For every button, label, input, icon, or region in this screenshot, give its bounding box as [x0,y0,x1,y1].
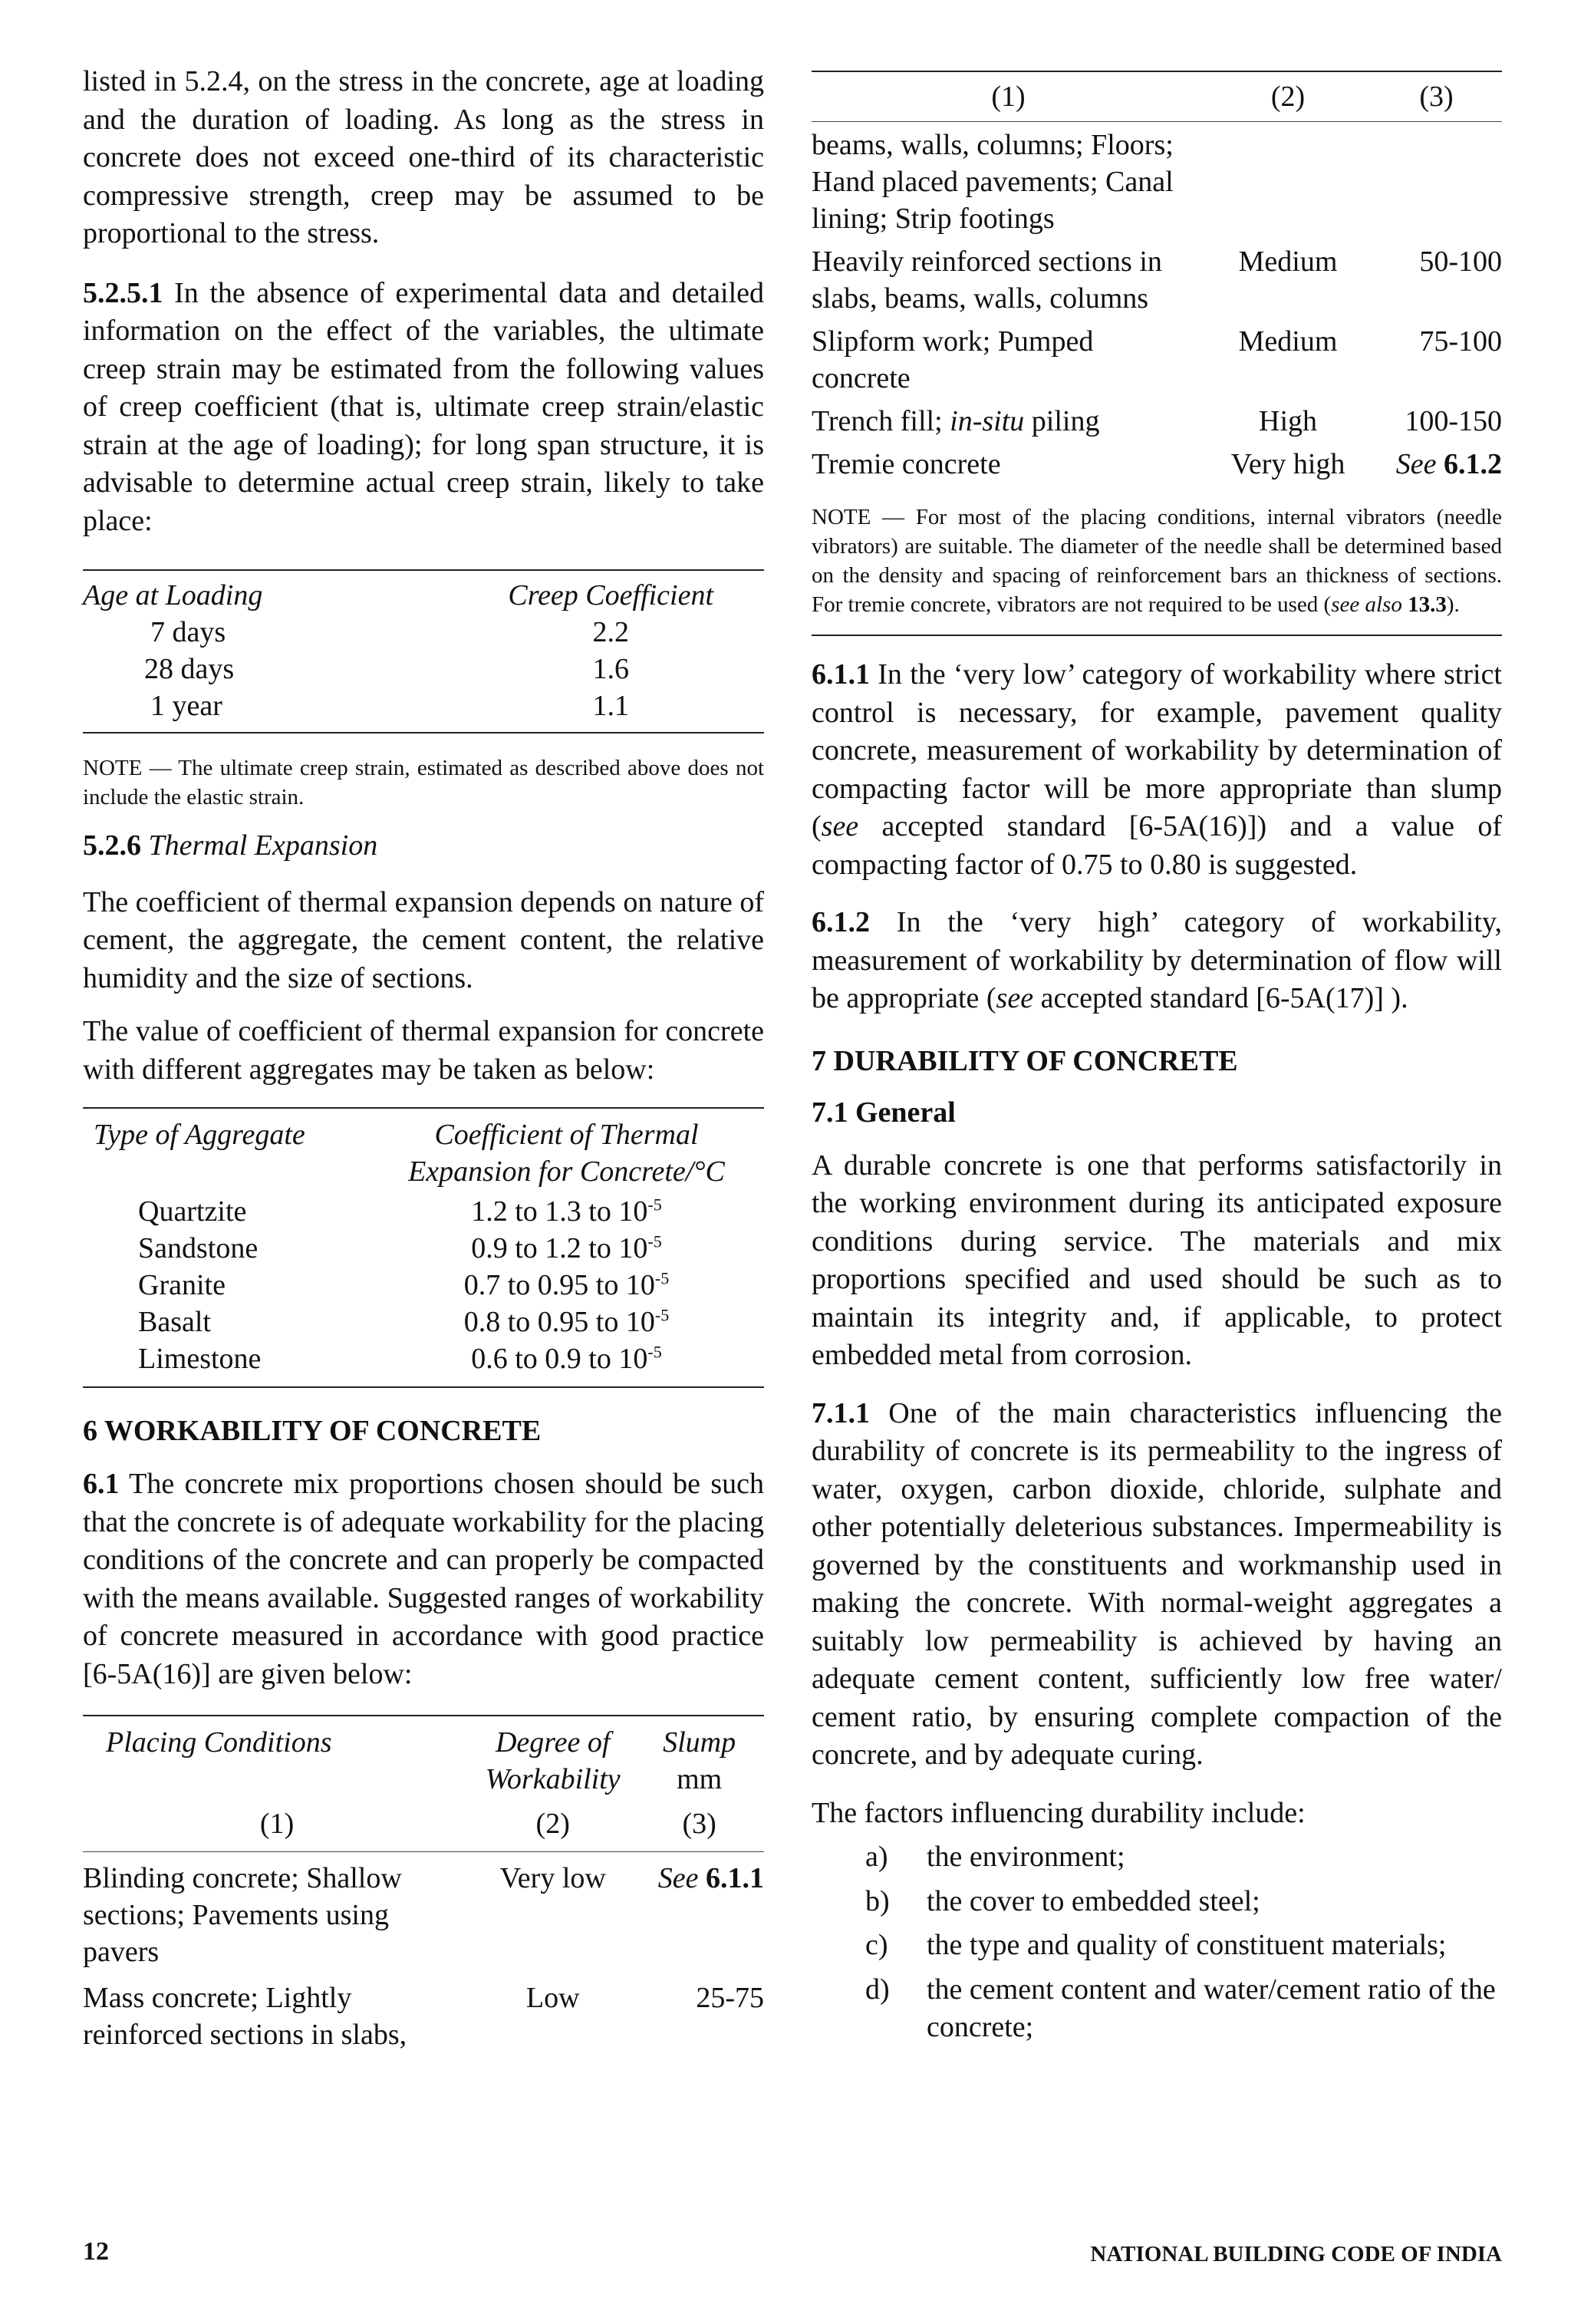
footer-title: NATIONAL BUILDING CODE OF INDIA [1090,2242,1502,2266]
paragraph-5-2-5-1: 5.2.5.1 In the absence of experimental data and detailed information on the effect of the variables, the ultimate creep strain may be estimated from the following values of creep coefficient (that is, ultimate creep strain/elastic strain at the age of loading); for long span structure, it is advisable to determine actual creep strain, likely to take place: [83,276,764,537]
table-row: Slipform work; Pumped concrete Medium 75-100 [812,325,1502,394]
thermal-header-type: Type of Aggregate [94,1119,305,1151]
paragraph-thermal-2: The value of coefficient of thermal expansion for concrete with different aggregates may be taken as below: [83,1015,764,1086]
right-column [812,63,1502,2047]
paragraph-5-2-4-continued: listed in 5.2.4, on the stress in the concrete, age at loading and the duration of loading. As long as the stress in concrete does not exceed one-third of its characteristic compressive strength, creep may be assumed to be proportional to the stress. [83,65,764,249]
left-column [83,63,764,2053]
paragraph-6-1-1: 6.1.1 In the ‘very low’ category of workability where strict control is necessary, for example, pavement quality concrete, measurement of workability by determination of compacting factor will be more appropriate than slump (see accepted standard [6-5A(16)]) and a value of compacting factor of 0.75 to 0.80 is suggested. [812,658,1502,881]
table-row: 28 days 1.6 [144,653,629,685]
table-row: Heavily reinforced sections in slabs, beams, walls, columns Medium 50-100 [812,246,1502,315]
clause-number: 5.2.5.1 [83,276,163,309]
workability-table-rows-left [83,1860,764,2053]
header-degree-of-workability: Degree of Workability [485,1726,621,1795]
paragraph-thermal-1: The coefficient of thermal expansion depends on nature of cement, the aggregate, the cement content, the relative humidity and the size of sections. [83,885,764,994]
section-6-heading: 6 WORKABILITY OF CONCRETE [83,1415,542,1447]
table-row: Quartzite 1.2 to 1.3 to $10^{-5}$ [138,1195,662,1228]
header-placing-conditions: Placing Conditions [106,1726,332,1759]
creep-header-coefficient: Creep Coefficient [508,579,714,611]
heading-5-2-6: 5.2.6 Thermal Expansion [83,829,378,862]
note-vibrators: NOTE — For most of the placing conditions, internal vibrators (needle vibrators) are suitable. The diameter of the needle shall be determined based on the density and spacing of reinforcement bars an thickness of sections. For tremie concrete, vibrators are not required to be used (see also 13.3). [812,505,1502,617]
workability-cont-top-rule [812,71,1502,72]
list-item: c) the type and quality of constituent materials; [865,1929,1447,1961]
creep-table-bottom-rule [83,732,764,733]
list-item: b) the cover to embedded steel; [865,1884,1260,1917]
workability-table-top-rule [83,1715,764,1716]
workability-table-continued: (1) (2) (3) [991,81,1454,113]
paragraph-7-1-1: 7.1.1 One of the main characteristics influencing the durability of concrete is its permeability to the ingress of water, oxygen, carbon dioxide, chloride, sulphate and other potentially deleterious substances. Impermeability is governed by the constituents and workmanship used in making the concrete. With normal-weight aggregates a suitably low permeability is achieved by having an adequate cement content, sufficiently low free water/ cement ratio, by ensuring complete compaction of the concrete, and by adequate curing. [812,1396,1502,1771]
thermal-header-coefficient: Coefficient of Thermal Expansion for Concrete/°C [408,1119,725,1188]
table-row: Sandstone 0.9 to 1.2 to $10^{-5}$ [138,1231,662,1264]
table-row: 7 days 2.2 [150,616,629,648]
workability-cont-header-rule [812,121,1502,122]
thermal-expansion-table [83,1116,764,1377]
table-row: beams, walls, columns; Floors; Hand placed pavements; Canal lining; Strip footings [812,129,1174,235]
table-row: Tremie concrete Very high See 6.1.2 [812,448,1502,480]
table-row: Blinding concrete; Shallow sections; Pavements using pavers Very low See 6.1.1 [83,1862,764,1968]
table-row: Limestone 0.6 to 0.9 to $10^{-5}$ [138,1342,662,1375]
paragraph-6-1-2: 6.1.2 In the ‘very high’ category of workability, measurement of workability by determination of flow will be appropriate (see accepted standard [6-5A(17)] ). [812,906,1502,1014]
table-row: Mass concrete; Lightly reinforced sections in slabs, Low 25-75 [83,1982,764,2051]
thermal-table-top-rule [83,1107,764,1109]
note-creep-strain: NOTE — The ultimate creep strain, estimated as described above does not include the elastic strain. [83,756,764,809]
section-7-1-heading: 7.1 General [812,1096,956,1129]
workability-header-rule [83,1851,764,1852]
workability-table-rows-right [812,127,1502,483]
thermal-table-bottom-rule [83,1386,764,1388]
workability-table-part1: Placing Conditions Degree of Workability Slump mm (1) (2) (3) [83,1724,764,1842]
paragraph-6-1: 6.1 The concrete mix proportions chosen should be such that the concrete is of adequate workability for the placing conditions of the concrete and can properly be compacted with the means available. Suggested ranges of workability of concrete measured in accordance with good practice [6-5A(16)] are given below: [83,1468,764,1690]
paragraph-factors-intro: The factors influencing durability include: [812,1796,1306,1829]
list-item: d) the cement content and water/cement ratio of the concrete; [865,1973,1496,2043]
page-number: 12 [83,2237,109,2266]
table-row: 1 year 1.1 [150,690,629,722]
note-bottom-rule [812,635,1502,636]
table-row: Granite 0.7 to 0.95 to $10^{-5}$ [138,1268,670,1301]
section-7-heading: 7 DURABILITY OF CONCRETE [812,1044,1238,1077]
creep-header-age: Age at Loading [83,579,263,611]
header-slump: Slump mm [663,1726,736,1795]
list-item: a) the environment; [865,1841,1125,1873]
durability-factors-list [812,1838,1502,2047]
table-row: Basalt 0.8 to 0.95 to $10^{-5}$ [138,1305,670,1338]
creep-table-top-rule [83,569,764,571]
paragraph-7-1: A durable concrete is one that performs satisfactorily in the working environment during its anticipated exposure conditions during service. The materials and mix proportions specified and used should be such as to maintain its integrity and, if applicable, to protect embedded metal from corrosion. [812,1149,1502,1371]
table-row: Trench fill; in-situ piling High 100-150 [812,405,1502,437]
creep-coefficient-table [83,577,764,724]
